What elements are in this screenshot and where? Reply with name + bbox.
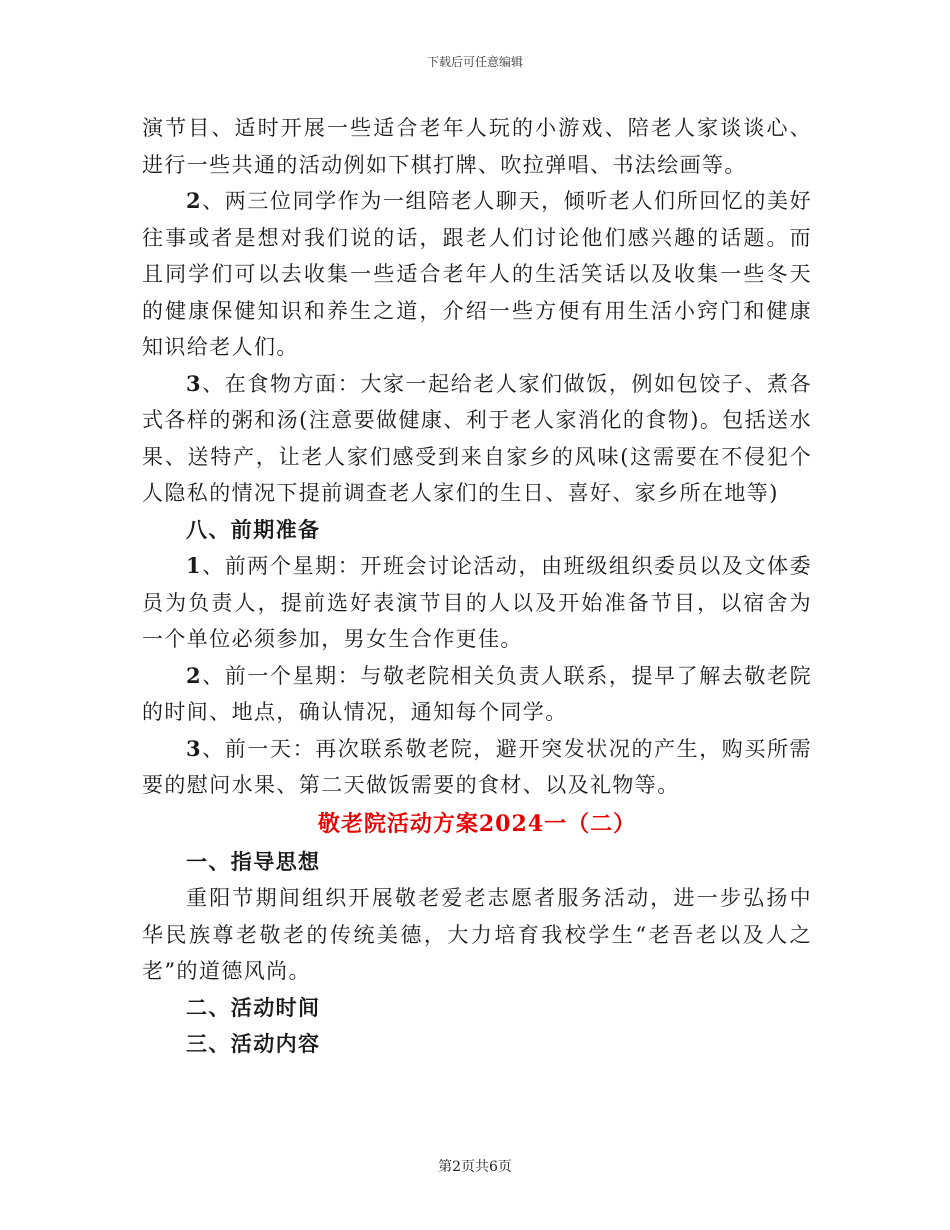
- paragraph-item-3: [142, 366, 812, 512]
- item-number: 3: [186, 735, 203, 761]
- paragraph-item-2: [142, 183, 812, 366]
- document-body: [142, 110, 812, 1063]
- item-text: 、前一天：再次联系敬老院，避开突发状况的产生，购买所需要的慰问水果、第二天做饭需要的食材、以及礼物等。: [142, 736, 812, 797]
- section-heading-guiding-thought: 一、指导思想: [186, 848, 321, 874]
- item-text: 、前两个星期：开班会讨论活动，由班级组织委员以及文体委员为负责人，提前选好表演节目的人以及开始准备节目，以宿舍为一个单位必须参加，男女生合作更佳。: [142, 554, 812, 651]
- preparation-item-1: [142, 548, 812, 658]
- page-number: 第2页共6页: [438, 1159, 512, 1175]
- item-number: 2: [186, 188, 203, 213]
- section-title: 敬老院活动方案2024一（二）: [317, 810, 637, 837]
- item-number: 2: [186, 662, 203, 688]
- guiding-thought-text: 重阳节期间组织开展敬老爱老志愿者服务活动，进一步弘扬中华民族尊老敬老的传统美德，大力培育我校学生“老吾老以及人之老”的道德风尚。: [142, 886, 812, 983]
- item-text: 、两三位同学作为一组陪老人聊天，倾听老人们所回忆的美好往事或者是想对我们说的话，跟老人们讨论他们感兴趣的话题。而且同学们可以去收集一些适合老年人的生活笑话以及收集一些冬天的健康保健知识和养生之道，介绍一些方便有用生活小窍门和健康知识给老人们。: [142, 189, 812, 359]
- section-heading-activity-time: 二、活动时间: [186, 994, 321, 1020]
- item-number: 1: [186, 553, 203, 578]
- preparation-item-3: [142, 731, 812, 804]
- page-header: 下载后可任意编辑: [426, 55, 523, 69]
- item-text: 、在食物方面：大家一起给老人家们做饭，例如包饺子、煮各式各样的粥和汤(注意要做健康、利于老人家消化的食物)。包括送水果、送特产，让老人家们感受到来自家乡的风味(这需要在不侵犯个人隐私的情况下提前调查老人家们的生日、喜好、家乡所在地等): [142, 371, 812, 505]
- section-heading-preparation: 八、前期准备: [186, 516, 321, 542]
- section-heading-activity-content: 三、活动内容: [186, 1031, 321, 1056]
- item-number: 3: [186, 370, 203, 396]
- paragraph-continued: 演节目、适时开展一些适合老年人玩的小游戏、陪老人家谈谈心、进行一些共通的活动例如下棋打牌、吹拉弹唱、书法绘画等。: [142, 116, 812, 177]
- preparation-item-2: [142, 658, 812, 731]
- item-text: 、前一个星期：与敬老院相关负责人联系，提早了解去敬老院的时间、地点，确认情况，通知每个同学。: [142, 663, 812, 724]
